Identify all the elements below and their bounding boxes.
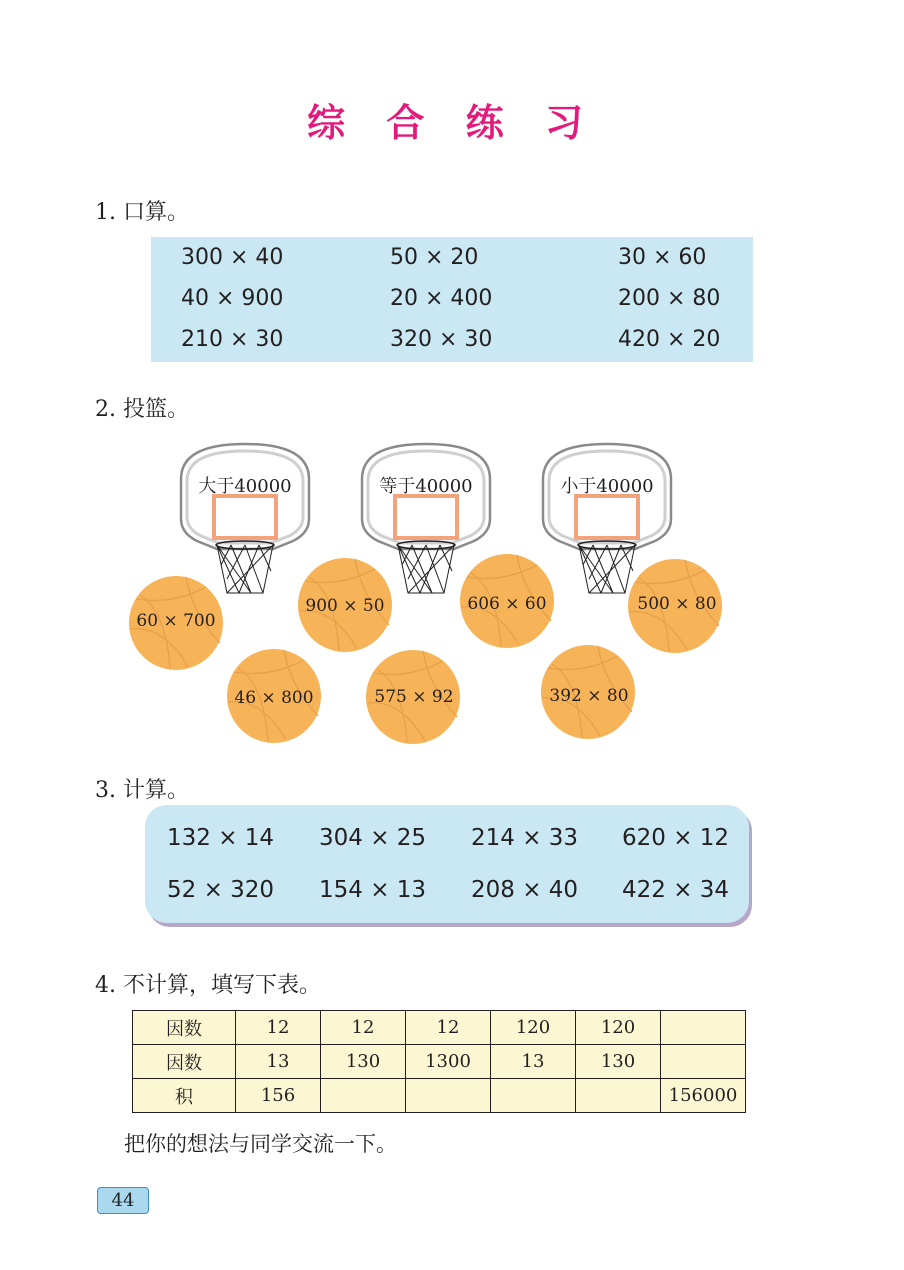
ball-label: 60 × 700 (136, 611, 216, 631)
page-number: 44 (97, 1187, 149, 1214)
question-1-heading: 1. 口算。 (95, 200, 189, 225)
mental-math-item: 210 × 30 (181, 327, 284, 352)
mental-math-item: 420 × 20 (618, 327, 721, 352)
ball-label: 575 × 92 (374, 687, 454, 707)
table-cell: 12 (236, 1011, 321, 1045)
calculation-item: 422 × 34 (622, 877, 730, 903)
ball-label: 500 × 80 (637, 594, 717, 614)
mental-math-item: 200 × 80 (618, 286, 721, 311)
hoop-equal (362, 444, 490, 593)
table-cell: 13 (491, 1045, 576, 1079)
table-cell[interactable] (491, 1079, 576, 1113)
table-cell: 120 (576, 1011, 661, 1045)
row-label: 因数 (133, 1011, 236, 1045)
calculation-item: 620 × 12 (622, 825, 730, 851)
discussion-note: 把你的想法与同学交流一下。 (124, 1132, 397, 1156)
ball-label: 46 × 800 (234, 688, 314, 708)
page-title: 综 合 练 习 (307, 101, 597, 145)
hoop-label: 大于40000 (198, 476, 292, 497)
row-label: 因数 (133, 1045, 236, 1079)
table-cell[interactable] (321, 1079, 406, 1113)
table-cell[interactable] (661, 1011, 746, 1045)
ball-label: 392 × 80 (549, 686, 629, 706)
hoop-label: 等于40000 (379, 476, 473, 497)
table-cell[interactable] (661, 1045, 746, 1079)
mental-math-item: 40 × 900 (181, 286, 284, 311)
table-cell: 156 (236, 1079, 321, 1113)
mental-math-item: 50 × 20 (390, 245, 479, 270)
table-cell[interactable] (576, 1079, 661, 1113)
table-cell: 13 (236, 1045, 321, 1079)
ball-label: 606 × 60 (467, 594, 547, 614)
table-cell: 156000 (661, 1079, 746, 1113)
table-cell: 1300 (406, 1045, 491, 1079)
factor-product-table (132, 1010, 746, 1113)
table-row (133, 1045, 746, 1079)
calculation-item: 214 × 33 (471, 825, 579, 851)
calculation-item: 154 × 13 (319, 877, 427, 903)
calculation-item: 304 × 25 (319, 825, 427, 851)
calculation-item: 52 × 320 (167, 877, 275, 903)
calculation-item: 132 × 14 (167, 825, 275, 851)
calculation-item: 208 × 40 (471, 877, 579, 903)
mental-math-item: 20 × 400 (390, 286, 493, 311)
table-cell[interactable] (406, 1079, 491, 1113)
calculation-panel (145, 805, 749, 923)
table-cell: 130 (321, 1045, 406, 1079)
table-row (133, 1079, 746, 1113)
row-label: 积 (133, 1079, 236, 1113)
question-3-heading: 3. 计算。 (95, 778, 189, 803)
table-cell: 12 (406, 1011, 491, 1045)
mental-math-item: 320 × 30 (390, 327, 493, 352)
table-cell: 12 (321, 1011, 406, 1045)
question-2-heading: 2. 投篮。 (95, 397, 189, 422)
ball-label: 900 × 50 (305, 596, 385, 616)
hoop-greater (181, 444, 309, 593)
table-row (133, 1011, 746, 1045)
table-cell: 120 (491, 1011, 576, 1045)
question-4-heading: 4. 不计算，填写下表。 (95, 973, 321, 998)
hoop-label: 小于40000 (560, 476, 654, 497)
table-cell: 130 (576, 1045, 661, 1079)
mental-math-item: 300 × 40 (181, 245, 284, 270)
mental-math-item: 30 × 60 (618, 245, 707, 270)
